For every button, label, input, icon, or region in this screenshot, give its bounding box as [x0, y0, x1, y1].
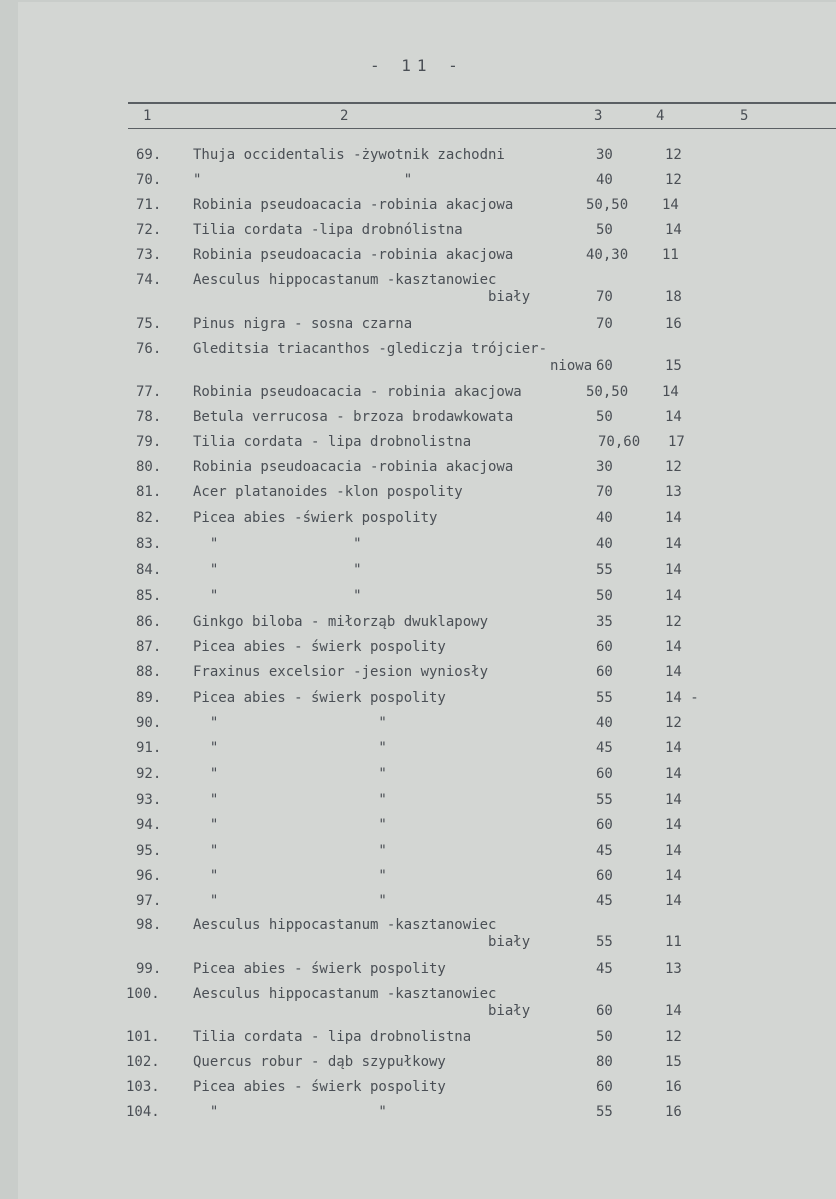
row-number: 93.	[136, 792, 162, 808]
column-4-value: 14	[665, 222, 682, 238]
column-3-value: 70	[596, 289, 613, 305]
column-3-value: 60	[596, 664, 613, 680]
column-3-value: 55	[596, 792, 613, 808]
column-3-value: 70,60	[598, 434, 641, 450]
column-4-value: 14	[665, 792, 682, 808]
species-name: Aesculus hippocastanum -kasztanowiec	[193, 986, 497, 1002]
column-3-value: 60	[596, 1003, 613, 1019]
species-name-continuation: biały	[488, 289, 531, 305]
row-number: 79.	[136, 434, 162, 450]
column-3-value: 55	[596, 934, 613, 950]
row-number: 87.	[136, 639, 162, 655]
row-number: 91.	[136, 740, 162, 756]
column-4-value: 11	[665, 934, 682, 950]
column-4-value: 16	[665, 1104, 682, 1120]
column-3-value: 40,30	[586, 247, 629, 263]
species-name: Acer platanoides -klon pospolity	[193, 484, 463, 500]
species-name: " "	[193, 843, 387, 859]
column-3-value: 60	[596, 868, 613, 884]
species-name: Fraxinus excelsior -jesion wyniosły	[193, 664, 489, 680]
column-3-value: 60	[596, 1079, 613, 1095]
row-number: 72.	[136, 222, 162, 238]
species-name: " "	[193, 817, 387, 833]
column-3-value: 50	[596, 588, 613, 604]
column-3-value: 40	[596, 172, 613, 188]
species-name: " "	[193, 588, 362, 604]
species-name-continuation: biały	[488, 1003, 531, 1019]
row-number: 95.	[136, 843, 162, 859]
column-4-value: 12	[665, 459, 682, 475]
column-4-value: 14	[665, 664, 682, 680]
column-4-value: 14 -	[665, 690, 699, 706]
row-number: 86.	[136, 614, 162, 630]
row-number: 90.	[136, 715, 162, 731]
column-4-value: 14	[665, 766, 682, 782]
species-name: " "	[193, 1104, 387, 1120]
species-name: Pinus nigra - sosna czarna	[193, 316, 413, 332]
species-name: Betula verrucosa - brzoza brodawkowata	[193, 409, 514, 425]
row-number: 84.	[136, 562, 162, 578]
column-4-value: 18	[665, 289, 682, 305]
species-name: " "	[193, 536, 362, 552]
species-name: Robinia pseudoacacia -robinia akacjowa	[193, 459, 514, 475]
column-header-2: 2	[340, 108, 349, 124]
column-4-value: 12	[665, 172, 682, 188]
column-3-value: 55	[596, 1104, 613, 1120]
column-4-value: 14	[665, 510, 682, 526]
row-number: 73.	[136, 247, 162, 263]
column-4-value: 16	[665, 316, 682, 332]
column-4-value: 14	[665, 639, 682, 655]
row-number: 100.	[126, 986, 160, 1002]
column-4-value: 13	[665, 961, 682, 977]
column-4-value: 14	[662, 197, 679, 213]
column-3-value: 45	[596, 740, 613, 756]
row-number: 82.	[136, 510, 162, 526]
column-3-value: 45	[596, 893, 613, 909]
species-name: Picea abies - świerk pospolity	[193, 639, 446, 655]
row-number: 92.	[136, 766, 162, 782]
species-name: Picea abies - świerk pospolity	[193, 690, 446, 706]
species-name: " "	[193, 792, 387, 808]
species-name: " "	[193, 893, 387, 909]
table-header-rule	[128, 128, 836, 129]
row-number: 80.	[136, 459, 162, 475]
column-3-value: 70	[596, 316, 613, 332]
column-3-value: 50	[596, 1029, 613, 1045]
row-number: 101.	[126, 1029, 160, 1045]
column-3-value: 40	[596, 715, 613, 731]
row-number: 96.	[136, 868, 162, 884]
species-name: " "	[193, 715, 387, 731]
column-3-value: 40	[596, 510, 613, 526]
column-4-value: 13	[665, 484, 682, 500]
column-header-3: 3	[594, 108, 603, 124]
column-3-value: 30	[596, 147, 613, 163]
column-4-value: 12	[665, 1029, 682, 1045]
column-4-value: 14	[665, 1003, 682, 1019]
row-number: 71.	[136, 197, 162, 213]
column-3-value: 60	[596, 817, 613, 833]
row-number: 104.	[126, 1104, 160, 1120]
species-name: Picea abies - świerk pospolity	[193, 961, 446, 977]
species-name: Robinia pseudoacacia - robinia akacjowa	[193, 384, 522, 400]
row-number: 69.	[136, 147, 162, 163]
species-name: Robinia pseudoacacia -robinia akacjowa	[193, 197, 514, 213]
column-4-value: 14	[665, 893, 682, 909]
column-4-value: 14	[665, 588, 682, 604]
column-3-value: 35	[596, 614, 613, 630]
column-3-value: 50	[596, 222, 613, 238]
species-name: " "	[193, 562, 362, 578]
column-3-value: 60	[596, 639, 613, 655]
column-4-value: 16	[665, 1079, 682, 1095]
column-4-value: 14	[662, 384, 679, 400]
row-number: 102.	[126, 1054, 160, 1070]
species-name: Tilia cordata - lipa drobnolistna	[193, 434, 472, 450]
column-3-value: 30	[596, 459, 613, 475]
row-number: 103.	[126, 1079, 160, 1095]
column-4-value: 14	[665, 868, 682, 884]
column-header-1: 1	[143, 108, 152, 124]
column-4-value: 15	[665, 358, 682, 374]
species-name-continuation: biały	[488, 934, 531, 950]
row-number: 78.	[136, 409, 162, 425]
row-number: 83.	[136, 536, 162, 552]
column-4-value: 17	[668, 434, 685, 450]
row-number: 77.	[136, 384, 162, 400]
column-3-value: 70	[596, 484, 613, 500]
species-name: " "	[193, 868, 387, 884]
species-name: " "	[193, 740, 387, 756]
column-4-value: 14	[665, 740, 682, 756]
species-name: Quercus robur - dąb szypułkowy	[193, 1054, 446, 1070]
species-name: " "	[193, 766, 387, 782]
species-name: Aesculus hippocastanum -kasztanowiec	[193, 917, 497, 933]
species-name-continuation: niowa	[550, 358, 593, 374]
column-4-value: 15	[665, 1054, 682, 1070]
species-name: Tilia cordata -lipa drobnólistna	[193, 222, 463, 238]
row-number: 76.	[136, 341, 162, 357]
document-page	[18, 2, 836, 1199]
column-3-value: 40	[596, 536, 613, 552]
column-4-value: 14	[665, 536, 682, 552]
row-number: 98.	[136, 917, 162, 933]
table-top-rule	[128, 102, 836, 104]
column-4-value: 14	[665, 817, 682, 833]
column-3-value: 50,50	[586, 384, 629, 400]
row-number: 75.	[136, 316, 162, 332]
column-4-value: 12	[665, 614, 682, 630]
column-header-4: 4	[656, 108, 665, 124]
row-number: 89.	[136, 690, 162, 706]
column-3-value: 45	[596, 961, 613, 977]
column-3-value: 60	[596, 766, 613, 782]
column-3-value: 80	[596, 1054, 613, 1070]
column-3-value: 60	[596, 358, 613, 374]
row-number: 81.	[136, 484, 162, 500]
column-4-value: 14	[665, 843, 682, 859]
column-4-value: 14	[665, 562, 682, 578]
species-name: " "	[193, 172, 413, 188]
column-4-value: 12	[665, 715, 682, 731]
row-number: 70.	[136, 172, 162, 188]
species-name: Thuja occidentalis -żywotnik zachodni	[193, 147, 505, 163]
column-3-value: 45	[596, 843, 613, 859]
column-3-value: 50	[596, 409, 613, 425]
species-name: Picea abies - świerk pospolity	[193, 1079, 446, 1095]
row-number: 94.	[136, 817, 162, 833]
row-number: 85.	[136, 588, 162, 604]
column-4-value: 14	[665, 409, 682, 425]
column-header-5: 5	[740, 108, 749, 124]
row-number: 99.	[136, 961, 162, 977]
page-number: - 11 -	[370, 56, 464, 75]
species-name: Aesculus hippocastanum -kasztanowiec	[193, 272, 497, 288]
column-4-value: 11	[662, 247, 679, 263]
column-3-value: 55	[596, 562, 613, 578]
column-3-value: 50,50	[586, 197, 629, 213]
column-4-value: 12	[665, 147, 682, 163]
column-3-value: 55	[596, 690, 613, 706]
row-number: 97.	[136, 893, 162, 909]
row-number: 74.	[136, 272, 162, 288]
species-name: Gleditsia triacanthos -glediczja trójcier-	[193, 341, 548, 357]
species-name: Robinia pseudoacacia -robinia akacjowa	[193, 247, 514, 263]
species-name: Ginkgo biloba - miłorząb dwuklapowy	[193, 614, 489, 630]
species-name: Picea abies -świerk pospolity	[193, 510, 438, 526]
row-number: 88.	[136, 664, 162, 680]
species-name: Tilia cordata - lipa drobnolistna	[193, 1029, 472, 1045]
